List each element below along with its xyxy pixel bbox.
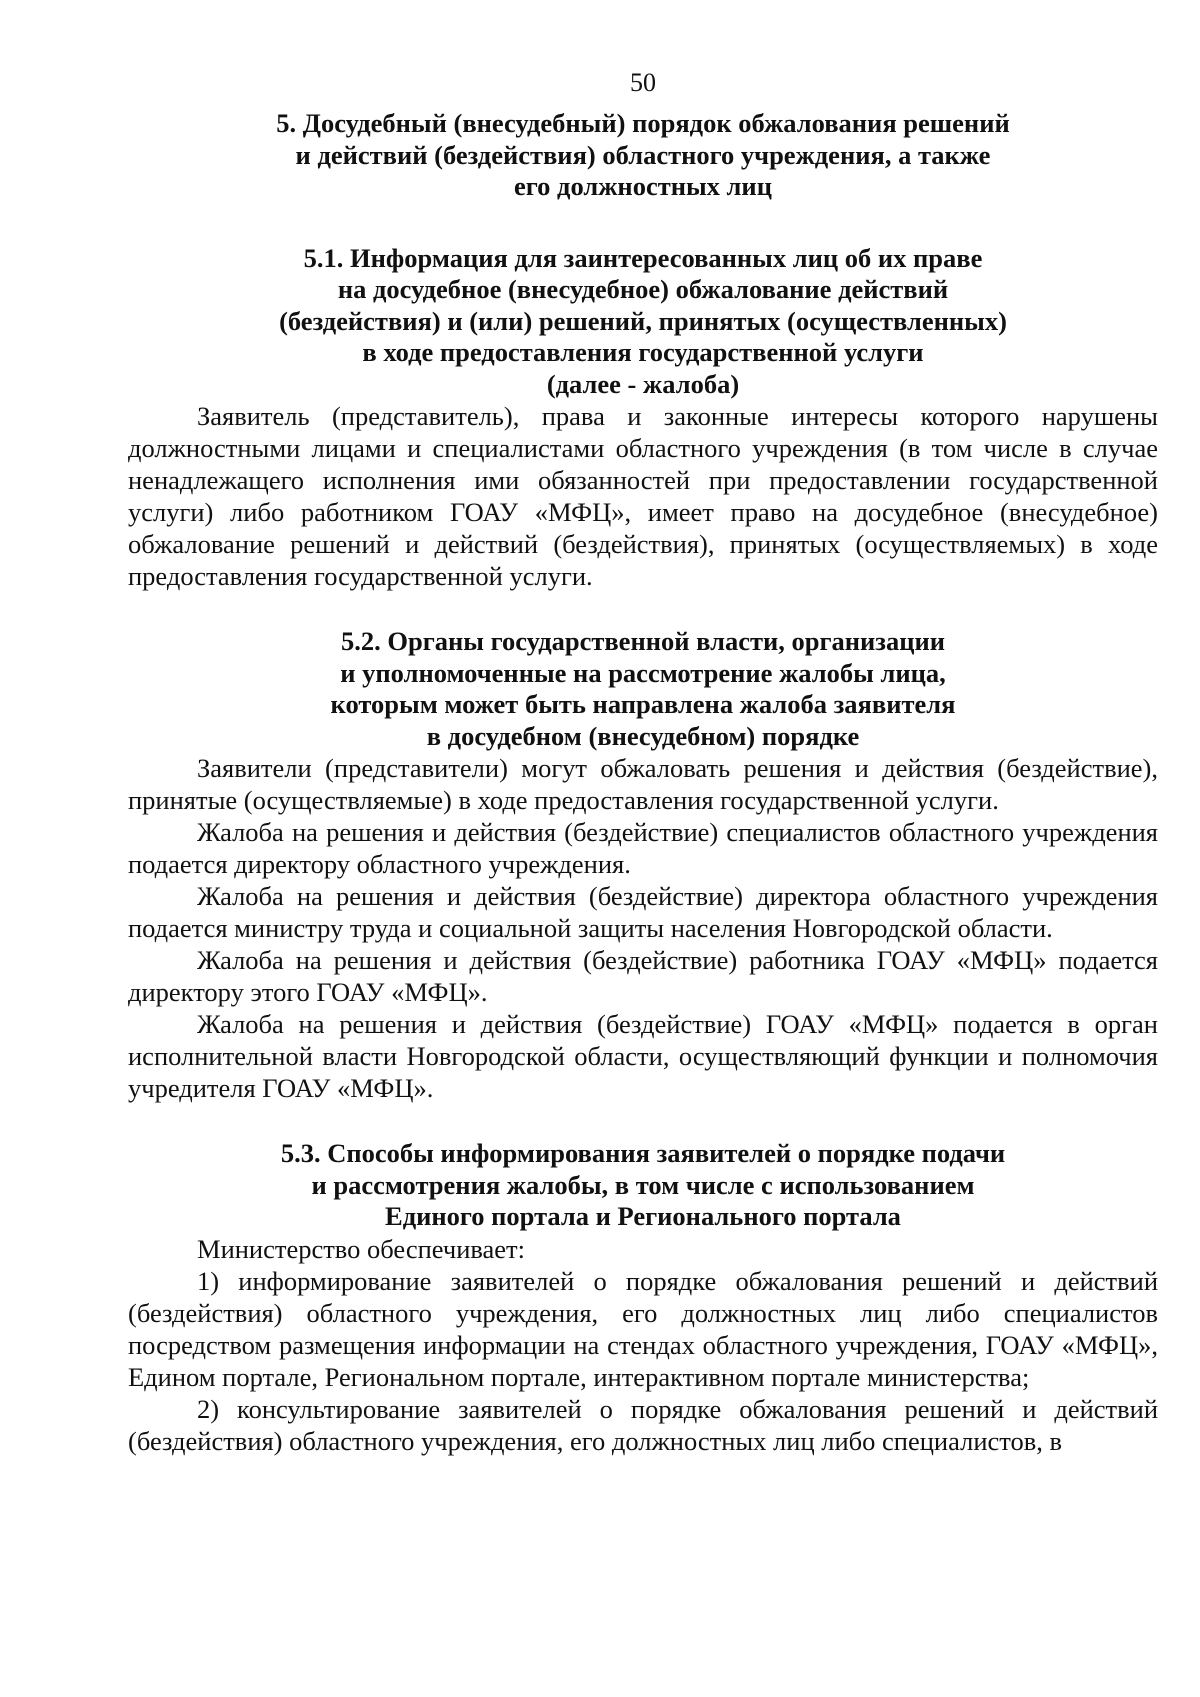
section-5-2-title-line: в досудебном (внесудебном) порядке <box>426 720 860 751</box>
section-5-2-title <box>128 626 1158 752</box>
section-5-title-line: его должностных лиц <box>514 171 772 201</box>
section-5-2-paragraph: Жалоба на решения и действия (бездействие) ГОАУ «МФЦ» подается в орган исполнительной власти Новгородской области, осуществляющий функции и полномочия учредителя ГОАУ «МФЦ». <box>128 1009 1158 1103</box>
section-5-3-paragraph: 1) информирование заявителей о порядке обжалования решений и действий (бездействия) областного учреждения, его должностных лиц либо специалистов посредством размещения информации на стендах областного учреждения, ГОАУ «МФЦ», Едином портале, Региональном портале, интерактивном портале министерства; <box>128 1265 1158 1392</box>
section-5-title-line: и действий (бездействия) областного учреждения, а также <box>295 139 991 170</box>
section-5-title-line: 5. Досудебный (внесудебный) порядок обжалования решений <box>276 108 1010 138</box>
text-column <box>128 66 1158 1457</box>
section-5-1-title-line: на досудебное (внесудебное) обжалование действий <box>337 274 949 304</box>
section-5-2-paragraph: Жалоба на решения и действия (бездействие) работника ГОАУ «МФЦ» подается директору этого ГОАУ «МФЦ». <box>128 945 1158 1007</box>
section-5-3-title-line: и рассмотрения жалобы, в том числе с использованием <box>311 1169 975 1200</box>
section-5-2-title-line: 5.2. Органы государственной власти, организации <box>340 626 946 656</box>
section-5-1-title-line: 5.1. Информация для заинтересованных лиц об их праве <box>303 242 983 273</box>
section-5-3-title-line: Единого портала и Регионального портала <box>385 1201 901 1231</box>
page-number: 50 <box>630 68 656 97</box>
section-5-title <box>128 108 1158 203</box>
section-5-3-paragraph: 2) консультирование заявителей о порядке обжалования решений и действий (бездействия) областного учреждения, его должностных лиц либо специалистов, в <box>128 1393 1158 1456</box>
section-5-2-paragraph: Жалоба на решения и действия (бездействие) директора областного учреждения подается министру труда и социальной защиты населения Новгородской области. <box>128 881 1158 943</box>
section-5-3-paragraph: Министерство обеспечивает: <box>197 1233 526 1264</box>
section-5-2-paragraph: Заявители (представители) могут обжаловать решения и действия (бездействие), принятые (осуществляемые) в ходе предоставления государственной услуги. <box>128 753 1158 815</box>
section-5-1-title <box>128 243 1158 401</box>
section-5-2-title-line: и уполномоченные на рассмотрение жалобы лица, <box>340 657 946 688</box>
section-5-1-paragraph: Заявитель (представитель), права и законные интересы которого нарушены должностными лицами и специалистами областного учреждения (в том числе в случае ненадлежащего исполнения ими обязанностей при предоставлении государственной услуги) либо работником ГОАУ «МФЦ», имеет право на досудебное (внесудебное) обжалование решений и действий (бездействия), принятых (осуществляемых) в ходе предоставления государственной услуги. <box>128 401 1158 591</box>
section-5-2-title-line: которым может быть направлена жалоба заявителя <box>330 689 956 719</box>
section-5-2-paragraph: Жалоба на решения и действия (бездействие) специалистов областного учреждения подается директору областного учреждения. <box>128 817 1158 879</box>
section-5-3-title-line: 5.3. Способы информирования заявителей о порядке подачи <box>280 1138 1006 1168</box>
section-5-1-title-line: (бездействия) и (или) решений, принятых (осуществленных) <box>279 305 1007 336</box>
section-5-1-title-line: в ходе предоставления государственной услуги <box>362 337 924 367</box>
section-5-1-title-line: (далее - жалоба) <box>546 368 740 399</box>
section-5-3-title <box>128 1138 1158 1233</box>
